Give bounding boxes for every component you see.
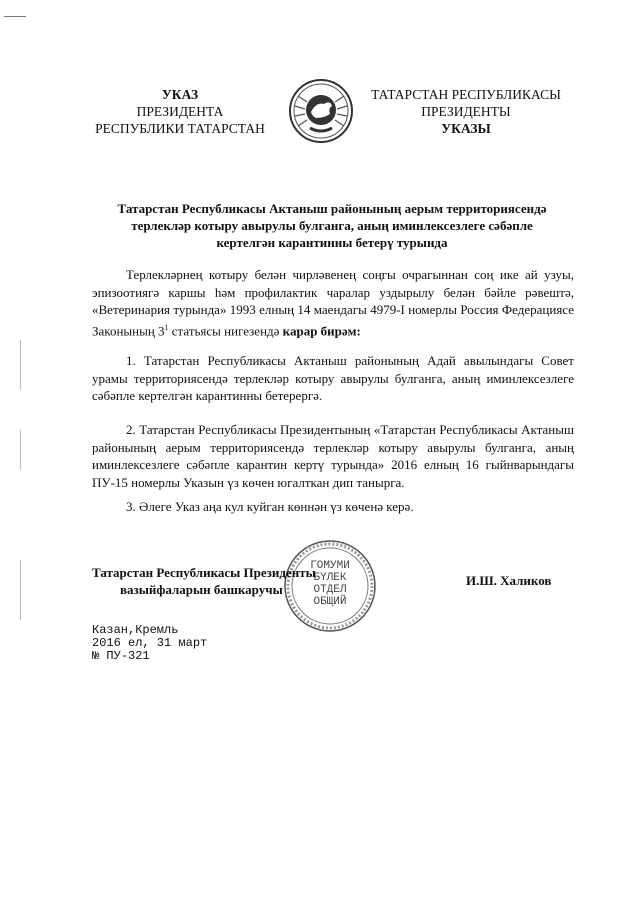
header-left-line2: ПРЕЗИДЕНТА	[136, 104, 224, 119]
header-left-title: УКАЗ	[161, 87, 199, 102]
document-title-line: терлекләр котыру авырулы булганга, аның иминлексезлеге сәбәпле	[131, 218, 533, 233]
signatory-name: И.Ш. Халиков	[466, 573, 552, 588]
decree-item-3	[92, 498, 574, 516]
footer-date: 2016 ел, 31 март	[92, 636, 208, 650]
document-title-line: кертелгән карантинны бетерү турында	[216, 235, 448, 250]
signature-position	[92, 564, 316, 598]
stamp-line: ОТДЕЛ	[313, 584, 347, 596]
signature-position-line2: вазыйфаларын башкаручы	[120, 582, 283, 597]
coat-of-arms-emblem	[286, 78, 356, 144]
preamble-text: Терлекләрнең котыру белән чирләвенең соңгы очрагыннан соң ике ай узуы, эпизоотиягә каршы һәм профилактик чаралар уздырылу белән бәйле рәвештә, «Ветеринария турында» 1993 елның 14 маендагы 4979-I номерлы Россия Федерациясе Законының 3	[92, 267, 574, 338]
decree-item-1	[92, 352, 574, 405]
decree-item-3-text: 3. Әлеге Указ аңа кул куйган көннән үз көченә керә.	[126, 499, 414, 514]
decree-item-2-text: 2. Татарстан Республикасы Президентының «Татарстан Республикасы Актаныш районының аерым территориясендә терлекләр котыру авырулы булганга, аның иминлексезлеге сәбәпле карантин кертү турында» 2016 елның 16 гыйнварындагы ПУ-15 номерлы Указын үз көчен югалткан дип танырга.	[92, 422, 574, 490]
preamble-paragraph	[92, 266, 574, 339]
header-right-line1: ТАТАРСТАН РЕСПУБЛИКАСЫ	[371, 87, 561, 102]
document-title-line: Татарстан Республикасы Актаныш районының аерым территориясендә	[117, 201, 547, 216]
preamble-superscript: 1	[164, 322, 169, 332]
footer-block	[92, 624, 207, 663]
corner-mark	[4, 16, 26, 17]
stamp-line: ОБЩИЙ	[313, 596, 347, 608]
decree-item-1-text: 1. Татарстан Республикасы Актаныш районының Адай авылындагы Совет урамы территориясендә терлекләр котыру авырулы булганга, аның иминлексезлеге сәбәпле кертелгән карантинны бетерергә.	[92, 353, 574, 403]
preamble-end: статьясы нигезендә	[168, 322, 283, 338]
scan-margin-mark	[20, 340, 21, 390]
header-left	[80, 86, 280, 137]
decree-item-2	[92, 421, 574, 491]
scan-margin-mark	[20, 560, 21, 620]
header-right-title: УКАЗЫ	[441, 121, 491, 136]
decree-phrase: карар бирәм:	[282, 322, 361, 338]
stamp-line: ГОМУМИ	[310, 560, 350, 572]
footer-place: Казан,Кремль	[92, 623, 179, 637]
document-title	[92, 200, 572, 251]
header-right	[356, 86, 576, 137]
header-left-line3: РЕСПУБЛИКИ ТАТАРСТАН	[95, 121, 265, 136]
scan-margin-mark	[20, 430, 21, 470]
stamp-line: БҮЛЕК	[313, 572, 347, 584]
signature-position-line1: Татарстан Республикасы Президенты	[92, 565, 316, 580]
header-right-line2: ПРЕЗИДЕНТЫ	[421, 104, 511, 119]
footer-number: № ПУ-321	[92, 649, 150, 663]
